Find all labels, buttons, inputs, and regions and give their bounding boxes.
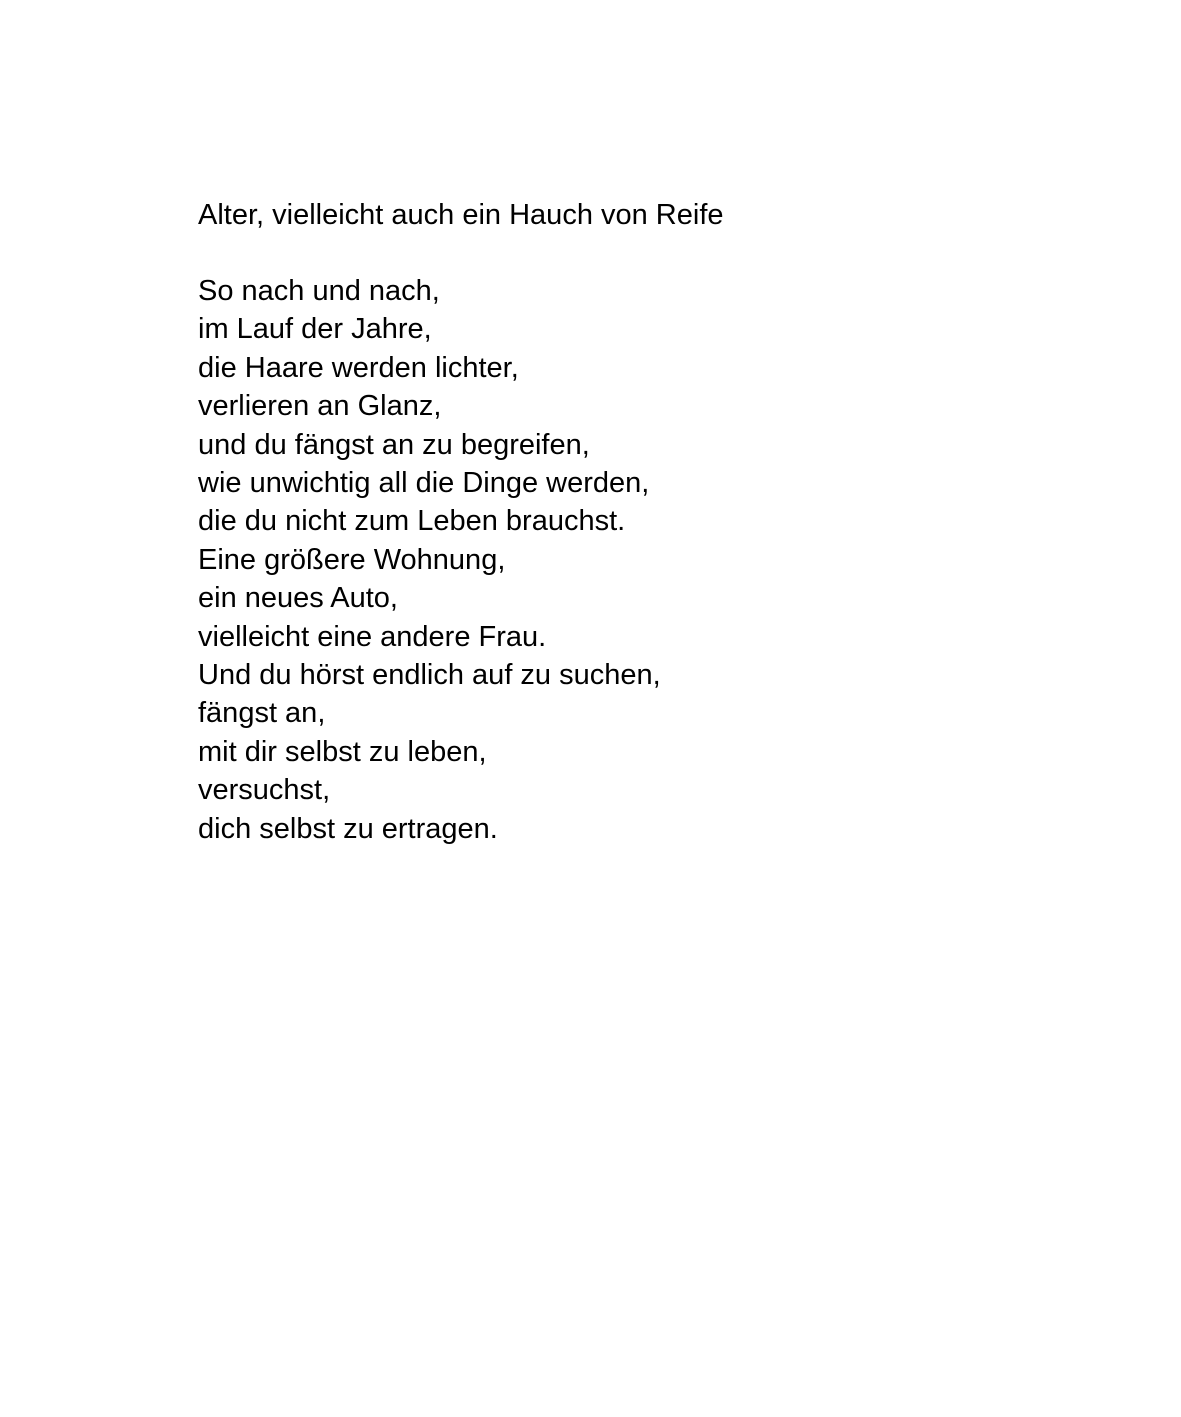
verse-line: Und du hörst endlich auf zu suchen, (198, 659, 661, 692)
verse-line: und du fängst an zu begreifen, (198, 428, 590, 461)
poem-stanza (198, 272, 1098, 848)
verse-line: verlieren an Glanz, (198, 390, 442, 423)
verse-line: So nach und nach, (198, 275, 440, 307)
verse-line: im Lauf der Jahre, (198, 313, 432, 346)
verse-line: die Haare werden lichter, (198, 351, 519, 384)
verse-line: die du nicht zum Leben brauchst. (198, 505, 626, 538)
verse-line: mit dir selbst zu leben, (198, 735, 487, 768)
verse-line: dich selbst zu ertragen. (198, 812, 498, 845)
verse-line: versuchst, (198, 774, 331, 807)
poem-title: Alter, vielleicht auch ein Hauch von Reife (198, 199, 724, 231)
verse-line: wie unwichtig all die Dinge werden, (198, 467, 650, 500)
verse-line: fängst an, (198, 697, 326, 730)
verse-line: Eine größere Wohnung, (198, 543, 506, 576)
poem (198, 196, 1098, 848)
verse-line: ein neues Auto, (198, 582, 398, 615)
verse-line: vielleicht eine andere Frau. (198, 620, 547, 653)
